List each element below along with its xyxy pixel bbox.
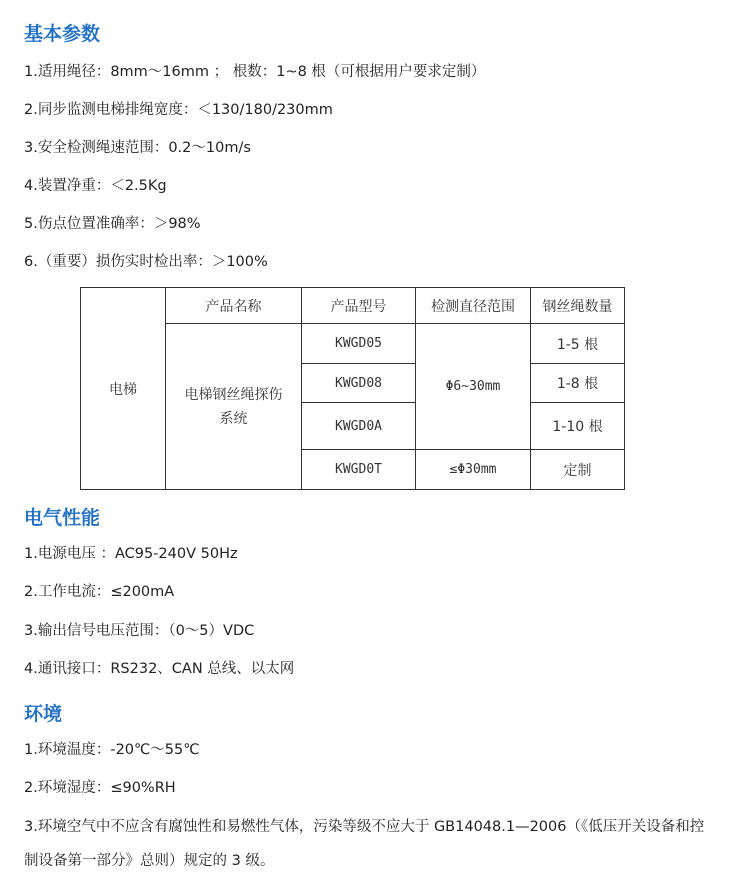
section-title-electrical: 电气性能 [24,507,101,529]
table-header-diameter: 检测直径范围 [416,288,531,324]
product-spec-table [80,287,625,490]
table-count-cell: 定制 [531,450,625,490]
spec-line-temperature: 1.环境温度：-20℃～55℃ [24,742,200,758]
spec-line-power-voltage: 1.电源电压 ：AC95-240V 50Hz [24,546,238,562]
table-count-cell: 1-5 根 [531,324,625,364]
spec-line-humidity: 2.环境湿度：≤90%RH [24,780,176,796]
table-model-cell: KWGD0A [302,403,416,450]
spec-line-air-conditions: 3.环境空气中不应含有腐蚀性和易燃性气体，污染等级不应大于 GB14048.1—2006（《低压开关设备和控制设备第一部分》总则）规定的 3 级。 [24,819,705,869]
table-model-cell: KWGD08 [302,364,416,403]
table-model-cell: KWGD05 [302,324,416,364]
spec-line-current: 2.工作电流：≤200mA [24,584,175,600]
spec-line-position-accuracy: 5.伤点位置准确率：＞98% [24,216,201,232]
spec-line-rope-diameter: 1.适用绳径：8mm～16mm ； 根数：1~8 根（可根据用户要求定制） [24,64,486,80]
product-name-line1: 电梯钢丝绳探伤 [184,386,283,403]
spec-line-net-weight: 4.装置净重：＜2.5Kg [24,178,167,194]
section-title-basic-params: 基本参数 [24,23,101,45]
table-header-rope-count: 钢丝绳数量 [531,288,625,324]
table-count-cell: 1-10 根 [531,403,625,450]
section-title-environment: 环境 [24,703,63,725]
product-name-line2: 系统 [219,410,248,427]
spec-line-rope-width: 2.同步监测电梯排绳宽度：＜130/180/230mm [24,102,333,118]
spec-line-output-signal: 3.输出信号电压范围：（0～5）VDC [24,623,255,639]
table-count-cell: 1-8 根 [531,364,625,403]
table-diameter-cell-last: ≤Φ30mm [416,450,531,490]
spec-line-interfaces: 4.通讯接口：RS232、CAN 总线、以太网 [24,661,295,677]
table-category-cell: 电梯 [81,288,166,490]
spec-line-detection-rate: 6.（重要）损伤实时检出率：＞100% [24,254,268,270]
table-product-name-cell [166,324,302,490]
table-header-model: 产品型号 [302,288,416,324]
table-header-product-name: 产品名称 [166,288,302,324]
table-diameter-cell: Φ6~30mm [416,324,531,450]
spec-line-speed-range: 3.安全检测绳速范围：0.2～10m/s [24,140,251,156]
table-model-cell: KWGD0T [302,450,416,490]
